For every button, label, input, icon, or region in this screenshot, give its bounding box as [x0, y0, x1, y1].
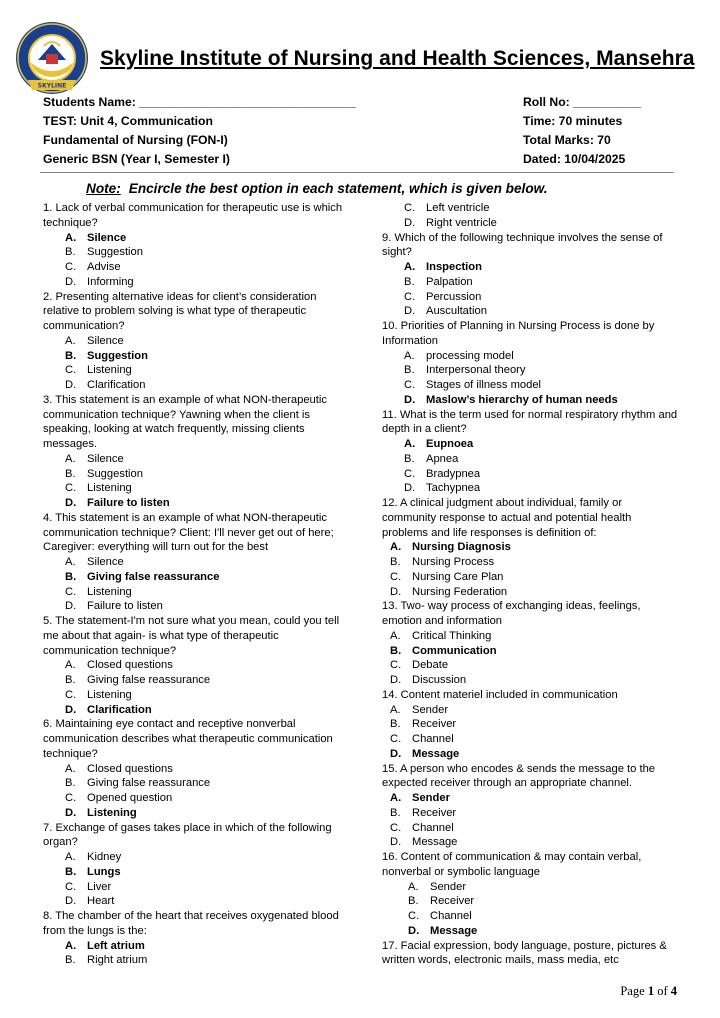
total-marks: Total Marks: 70 — [523, 133, 611, 147]
question-text: 8. The chamber of the heart that receives oxygenated blood from the lungs is the: — [43, 910, 339, 937]
answer-option[interactable] — [43, 378, 343, 393]
answer-option[interactable] — [382, 201, 678, 216]
answer-option[interactable] — [43, 275, 343, 290]
option-letter: B. — [65, 865, 77, 878]
option-text: Liver — [87, 880, 112, 893]
option-letter: A. — [390, 703, 401, 716]
option-text: Bradypnea — [426, 467, 481, 480]
note-label: Note: — [86, 181, 121, 196]
answer-option[interactable] — [382, 467, 678, 482]
answer-option[interactable] — [382, 909, 678, 924]
option-letter: B. — [390, 556, 401, 568]
answer-option[interactable] — [382, 673, 678, 688]
question-text: 1. Lack of verbal communication for therapeutic use is which technique? — [43, 202, 343, 229]
question-text: 3. This statement is an example of what NON-therapeutic communication technique? Yawning when the client is speaking, looking at watch frequently, missing clients messages. — [43, 393, 327, 450]
option-letter: A. — [404, 261, 416, 273]
option-letter: C. — [65, 585, 77, 598]
answer-option[interactable] — [382, 555, 678, 570]
answer-option[interactable] — [382, 703, 678, 718]
option-text: Informing — [87, 275, 134, 288]
answer-option[interactable] — [382, 349, 678, 364]
option-text: Right atrium — [87, 954, 148, 967]
option-text: Communication — [412, 644, 497, 657]
option-letter: D. — [390, 674, 402, 686]
option-letter: C. — [390, 659, 402, 672]
answer-option[interactable] — [43, 894, 343, 909]
questions-left-column — [43, 201, 343, 968]
option-letter: D. — [65, 497, 77, 509]
option-letter: D. — [404, 305, 416, 318]
option-letter: A. — [408, 880, 419, 893]
option-letter: C. — [65, 688, 77, 701]
option-letter: D. — [65, 895, 77, 908]
option-letter: B. — [404, 275, 415, 288]
option-text: Sender — [430, 880, 467, 893]
answer-option[interactable] — [43, 260, 343, 275]
option-letter: A. — [390, 629, 401, 642]
option-letter: D. — [390, 585, 402, 598]
option-text: Message — [412, 747, 460, 760]
question-text: 9. Which of the following technique involves the sense of sight? — [382, 231, 663, 259]
option-letter: B. — [65, 954, 76, 967]
option-letter: C. — [408, 910, 420, 922]
option-text: Nursing Federation — [412, 585, 508, 598]
answer-option[interactable] — [382, 821, 678, 836]
answer-option[interactable] — [382, 835, 678, 850]
option-letter: B. — [404, 364, 415, 377]
option-text: Clarification — [87, 379, 146, 391]
answer-option[interactable] — [43, 245, 343, 260]
option-letter: B. — [65, 777, 76, 790]
institute-logo — [14, 20, 90, 96]
option-letter: D. — [65, 275, 77, 288]
answer-option[interactable] — [43, 673, 343, 688]
answer-option-selected[interactable] — [43, 865, 343, 880]
option-text: Message — [430, 924, 478, 937]
option-letter: D. — [390, 747, 402, 760]
answer-option[interactable] — [43, 585, 343, 600]
option-letter: B. — [390, 644, 402, 657]
option-text: Right ventricle — [426, 216, 497, 229]
option-letter: A. — [65, 452, 76, 465]
answer-option[interactable] — [382, 570, 678, 585]
option-text: Left ventricle — [426, 202, 490, 214]
answer-option[interactable] — [43, 363, 343, 378]
answer-option[interactable] — [43, 599, 343, 614]
option-letter: D. — [408, 924, 420, 937]
option-text: Listening — [87, 688, 132, 701]
question-text: 2. Presenting alternative ideas for client’s consideration relative to problem solving is what type of therapeutic communication? — [43, 290, 317, 332]
option-letter: C. — [404, 467, 416, 480]
questions-right-column — [382, 201, 678, 968]
answer-option[interactable] — [382, 806, 678, 821]
option-text: Sender — [412, 703, 449, 716]
option-letter: A. — [390, 792, 402, 804]
option-text: Listening — [87, 364, 132, 377]
answer-option[interactable] — [382, 658, 678, 673]
option-text: Kidney — [87, 851, 122, 863]
answer-option-selected[interactable] — [43, 349, 343, 364]
answer-option[interactable] — [43, 791, 343, 806]
option-letter: D. — [65, 600, 77, 613]
option-text: Silence — [87, 556, 124, 568]
answer-option-selected[interactable] — [382, 791, 678, 806]
option-letter: A. — [404, 349, 415, 362]
option-letter: C. — [390, 733, 402, 745]
course-name: Fundamental of Nursing (FON-I) — [43, 133, 228, 147]
answer-option[interactable] — [43, 334, 343, 349]
option-text: Giving false reassurance — [87, 570, 220, 583]
option-letter: C. — [65, 792, 77, 804]
option-text: Giving false reassurance — [87, 777, 211, 790]
option-letter: B. — [390, 718, 401, 731]
option-text: Failure to listen — [87, 497, 170, 509]
students-name-field: Students Name: ________________________________ — [43, 95, 357, 109]
option-text: Listening — [87, 482, 132, 495]
question-text: 11. What is the term used for normal respiratory rhythm and depth in a client? — [382, 408, 678, 436]
roll-no-field: Roll No: __________ — [523, 95, 641, 109]
answer-option[interactable] — [43, 953, 343, 968]
option-text: Tachypnea — [426, 482, 481, 495]
answer-option[interactable] — [43, 688, 343, 703]
option-text: Giving false reassurance — [87, 674, 211, 686]
question-text: 14. Content materiel included in communication — [382, 688, 618, 701]
option-letter: A. — [65, 556, 76, 568]
exam-date: Dated: 10/04/2025 — [523, 152, 626, 166]
answer-option[interactable] — [382, 452, 678, 467]
answer-option-selected[interactable] — [382, 260, 678, 275]
option-text: Channel — [412, 733, 454, 745]
option-letter: D. — [65, 379, 77, 391]
question-text: 12. A clinical judgment about individual, family or community response to actual and potential health problems and life responses is definition of: — [382, 497, 632, 539]
answer-option[interactable] — [43, 452, 343, 467]
answer-option[interactable] — [43, 776, 343, 791]
option-letter: B. — [404, 452, 415, 465]
option-text: Suggestion — [87, 246, 143, 259]
option-text: Advise — [87, 261, 121, 273]
option-text: Discussion — [412, 674, 467, 686]
answer-option[interactable] — [43, 762, 343, 777]
answer-option[interactable] — [382, 717, 678, 732]
option-letter: B. — [65, 349, 77, 362]
option-text: Critical Thinking — [412, 629, 492, 642]
answer-option[interactable] — [43, 481, 343, 496]
instructions-note — [86, 181, 547, 196]
program-name: Generic BSN (Year I, Semester I) — [43, 152, 230, 166]
option-text: Sender — [412, 792, 450, 804]
option-text: Closed questions — [87, 762, 173, 775]
option-letter: B. — [65, 246, 76, 259]
answer-option-selected[interactable] — [382, 437, 678, 452]
option-text: Auscultation — [426, 305, 487, 318]
option-letter: D. — [404, 482, 416, 495]
option-text: Clarification — [87, 703, 152, 716]
question-text: 4. This statement is an example of what NON-therapeutic communication technique? Client: I'll never get out of here; Caregiver: everything will turn out for the best — [43, 511, 334, 554]
option-text: Maslow’s hierarchy of human needs — [426, 393, 618, 406]
option-letter: A. — [65, 851, 76, 863]
option-letter: A. — [65, 939, 77, 952]
option-text: Nursing Care Plan — [412, 570, 504, 583]
option-text: Apnea — [426, 452, 459, 465]
svg-text:SKYLINE: SKYLINE — [37, 82, 67, 90]
option-text: Palpation — [426, 275, 473, 288]
option-text: Receiver — [412, 718, 457, 731]
option-text: Nursing Process — [412, 556, 495, 568]
answer-option[interactable] — [382, 275, 678, 290]
option-text: Channel — [430, 910, 472, 922]
question-text: 6. Maintaining eye contact and receptive nonverbal communication describes what therapeutic communication technique? — [43, 718, 333, 760]
option-text: Silence — [87, 231, 127, 244]
option-text: Left atrium — [87, 939, 145, 952]
option-text: Receiver — [412, 806, 457, 819]
answer-option[interactable] — [382, 216, 678, 231]
option-letter: B. — [390, 806, 401, 819]
option-text: Closed questions — [87, 659, 173, 672]
page-number: Page 1 of 4 — [620, 984, 677, 998]
answer-option[interactable] — [382, 363, 678, 378]
answer-option[interactable] — [43, 467, 343, 482]
answer-option[interactable] — [382, 629, 678, 644]
option-letter: D. — [390, 836, 402, 849]
answer-option-selected[interactable] — [43, 570, 343, 585]
option-text: Channel — [412, 821, 454, 834]
note-text: Encircle the best option in each statement, which is given below. — [128, 181, 548, 196]
option-letter: B. — [65, 467, 76, 480]
option-letter: C. — [65, 364, 77, 377]
option-text: Suggestion — [87, 467, 143, 480]
option-letter: C. — [404, 202, 416, 214]
answer-option[interactable] — [382, 304, 678, 319]
time-allowed: Time: 70 minutes — [523, 114, 623, 128]
option-letter: A. — [390, 541, 402, 554]
option-text: Lungs — [87, 865, 121, 878]
answer-option-selected[interactable] — [382, 393, 678, 408]
option-letter: C. — [65, 482, 77, 495]
answer-option[interactable] — [382, 290, 678, 305]
question-text: 17. Facial expression, body language, posture, pictures & written words, electronic mails, mass media, etc — [382, 939, 667, 967]
question-text: 16. Content of communication & may contain verbal, nonverbal or symbolic language — [382, 851, 642, 878]
option-text: Eupnoea — [426, 438, 474, 450]
option-text: Inspection — [426, 261, 482, 273]
option-letter: A. — [404, 438, 416, 450]
answer-option[interactable] — [43, 850, 343, 865]
answer-option[interactable] — [382, 894, 678, 909]
option-letter: C. — [65, 261, 77, 273]
answer-option-selected[interactable] — [43, 939, 343, 954]
option-text: Heart — [87, 895, 115, 908]
option-letter: C. — [65, 880, 77, 893]
option-text: processing model — [426, 349, 514, 362]
option-letter: C. — [404, 290, 416, 303]
option-letter: C. — [390, 821, 402, 834]
option-letter: A. — [65, 334, 76, 347]
option-text: Debate — [412, 659, 449, 672]
answer-option[interactable] — [382, 732, 678, 747]
answer-option[interactable] — [382, 378, 678, 393]
option-text: Failure to listen — [87, 600, 163, 613]
question-text: 10. Priorities of Planning in Nursing Process is done by Information — [382, 320, 655, 347]
option-text: Stages of illness model — [426, 379, 542, 391]
answer-option-selected[interactable] — [382, 747, 678, 762]
option-text: Silence — [87, 452, 124, 465]
option-text: Percussion — [426, 290, 482, 303]
question-text: 15. A person who encodes & sends the message to the expected receiver through an appropriate channel. — [382, 762, 656, 790]
option-letter: B. — [408, 895, 419, 908]
option-text: Listening — [87, 585, 132, 598]
answer-option[interactable] — [382, 481, 678, 496]
option-letter: D. — [65, 703, 77, 716]
question-text: 5. The statement-I'm not sure what you mean, could you tell me about that again- is what type of therapeutic communication technique? — [43, 615, 340, 657]
answer-option-selected[interactable] — [43, 703, 343, 718]
answer-option-selected[interactable] — [43, 806, 343, 821]
option-text: Listening — [87, 806, 137, 819]
option-letter: C. — [390, 570, 402, 583]
option-text: Silence — [87, 334, 124, 347]
answer-option[interactable] — [43, 658, 343, 673]
option-letter: D. — [65, 806, 77, 819]
option-text: Nursing Diagnosis — [412, 541, 511, 554]
option-text: Suggestion — [87, 349, 148, 362]
answer-option-selected[interactable] — [382, 644, 678, 659]
option-letter: A. — [65, 231, 77, 244]
answer-option[interactable] — [43, 880, 343, 895]
institute-title: Skyline Institute of Nursing and Health Sciences, Mansehra — [100, 47, 695, 70]
answer-option[interactable] — [382, 585, 678, 600]
option-letter: B. — [65, 570, 77, 583]
answer-option-selected[interactable] — [382, 540, 678, 555]
option-text: Receiver — [430, 895, 475, 908]
option-letter: C. — [404, 379, 416, 391]
question-text: 7. Exchange of gases takes place in which of the following organ? — [43, 821, 332, 849]
option-letter: D. — [404, 216, 416, 229]
option-letter: B. — [65, 674, 76, 686]
answer-option-selected[interactable] — [382, 924, 678, 939]
option-letter: A. — [65, 659, 76, 672]
option-letter: D. — [404, 393, 416, 406]
test-title: TEST: Unit 4, Communication — [43, 114, 213, 128]
answer-option-selected[interactable] — [43, 496, 343, 511]
option-letter: A. — [65, 762, 76, 775]
option-text: Interpersonal theory — [426, 364, 526, 377]
option-text: Opened question — [87, 792, 173, 804]
option-text: Message — [412, 836, 458, 849]
question-text: 13. Two- way process of exchanging ideas, feelings, emotion and information — [382, 600, 641, 627]
header-divider — [40, 172, 674, 173]
answer-option[interactable] — [382, 880, 678, 895]
answer-option-selected[interactable] — [43, 231, 343, 246]
answer-option[interactable] — [43, 555, 343, 570]
